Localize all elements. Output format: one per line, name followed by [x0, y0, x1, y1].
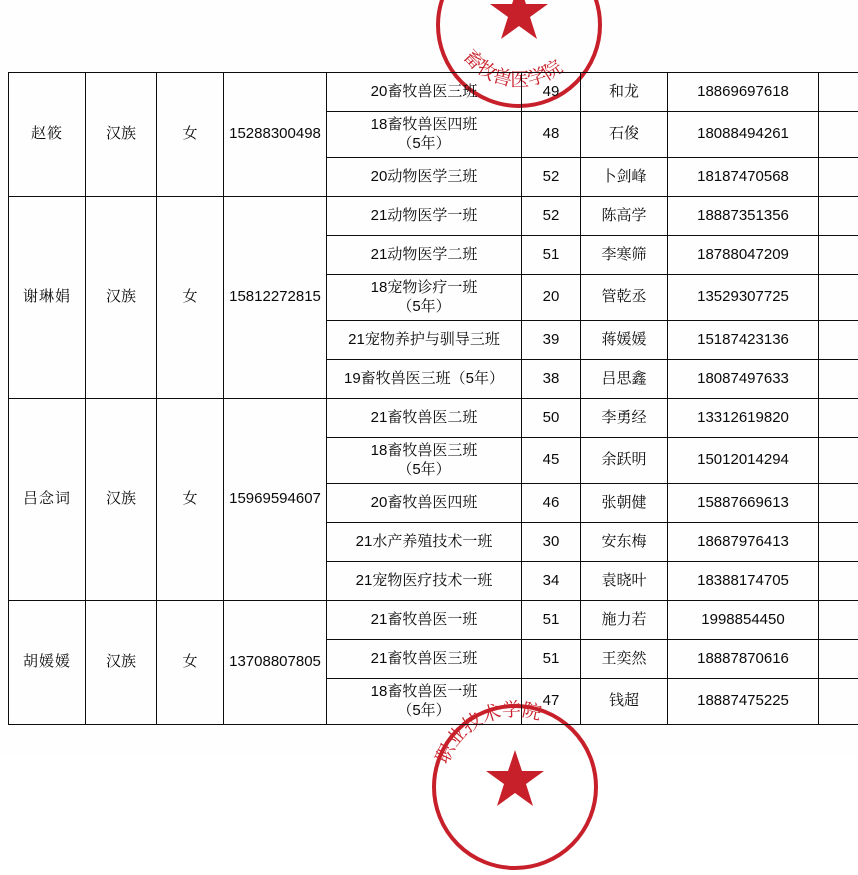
cell-leader: 管乾丞 — [581, 275, 668, 321]
cell-extra — [819, 399, 858, 438]
cell-leader: 安东梅 — [581, 523, 668, 562]
cell-extra — [819, 640, 858, 679]
cell-extra — [819, 112, 858, 158]
cell-leader: 余跃明 — [581, 438, 668, 484]
cell-name: 吕念词 — [9, 399, 86, 601]
cell-leader: 蒋媛媛 — [581, 321, 668, 360]
cell-extra — [819, 562, 858, 601]
cell-class — [327, 275, 522, 321]
cell-extra — [819, 236, 858, 275]
cell-count: 49 — [522, 73, 581, 112]
cell-class-main: 18畜牧兽医四班 — [371, 116, 478, 133]
svg-text:畜牧兽医学院: 畜牧兽医学院 — [459, 46, 567, 92]
cell-leader: 袁晓叶 — [581, 562, 668, 601]
cell-extra — [819, 484, 858, 523]
cell-leader: 陈高学 — [581, 197, 668, 236]
cell-count: 51 — [522, 236, 581, 275]
cell-class: 21水产养殖技术一班 — [327, 523, 522, 562]
cell-leader-phone: 15187423136 — [668, 321, 819, 360]
cell-ethnicity: 汉族 — [86, 73, 157, 197]
cell-class-main: 18宠物诊疗一班 — [371, 279, 478, 296]
cell-class-main: 18畜牧兽医三班 — [371, 442, 478, 459]
cell-leader: 卜剑峰 — [581, 158, 668, 197]
cell-leader: 吕思鑫 — [581, 360, 668, 399]
cell-class: 21畜牧兽医一班 — [327, 601, 522, 640]
cell-class-sub: （5年） — [328, 461, 520, 480]
cell-leader: 王奕然 — [581, 640, 668, 679]
cell-count: 47 — [522, 679, 581, 725]
cell-leader: 施力若 — [581, 601, 668, 640]
cell-count: 51 — [522, 601, 581, 640]
cell-leader: 李寒筛 — [581, 236, 668, 275]
cell-name: 谢琳娟 — [9, 197, 86, 399]
cell-class: 21动物医学一班 — [327, 197, 522, 236]
cell-extra — [819, 275, 858, 321]
cell-leader: 李勇经 — [581, 399, 668, 438]
table-row — [9, 601, 858, 640]
cell-class — [327, 112, 522, 158]
cell-count: 52 — [522, 158, 581, 197]
cell-sex: 女 — [157, 197, 224, 399]
cell-extra — [819, 523, 858, 562]
cell-leader-phone: 18887870616 — [668, 640, 819, 679]
cell-class-sub: （5年） — [328, 298, 520, 317]
cell-leader-phone: 15887669613 — [668, 484, 819, 523]
cell-extra — [819, 73, 858, 112]
cell-leader-phone: 18869697618 — [668, 73, 819, 112]
cell-leader-phone: 13529307725 — [668, 275, 819, 321]
cell-count: 20 — [522, 275, 581, 321]
cell-leader-phone: 18687976413 — [668, 523, 819, 562]
cell-count: 45 — [522, 438, 581, 484]
cell-class: 21动物医学二班 — [327, 236, 522, 275]
cell-count: 38 — [522, 360, 581, 399]
cell-class: 20畜牧兽医三班 — [327, 73, 522, 112]
cell-sex: 女 — [157, 73, 224, 197]
cell-phone: 15969594607 — [224, 399, 327, 601]
cell-ethnicity: 汉族 — [86, 399, 157, 601]
cell-class: 19畜牧兽医三班（5年） — [327, 360, 522, 399]
cell-extra — [819, 679, 858, 725]
cell-leader-phone: 1998854450 — [668, 601, 819, 640]
table-row — [9, 197, 858, 236]
cell-class: 21畜牧兽医三班 — [327, 640, 522, 679]
cell-count: 46 — [522, 484, 581, 523]
cell-sex: 女 — [157, 399, 224, 601]
cell-class-sub: （5年） — [328, 702, 520, 721]
cell-extra — [819, 601, 858, 640]
table-row — [9, 73, 858, 112]
cell-class-main: 18畜牧兽医一班 — [371, 683, 478, 700]
cell-leader-phone: 18788047209 — [668, 236, 819, 275]
cell-sex: 女 — [157, 601, 224, 725]
cell-count: 52 — [522, 197, 581, 236]
cell-count: 48 — [522, 112, 581, 158]
cell-leader: 石俊 — [581, 112, 668, 158]
cell-leader-phone: 18088494261 — [668, 112, 819, 158]
cell-extra — [819, 321, 858, 360]
cell-leader-phone: 18388174705 — [668, 562, 819, 601]
cell-class: 21宠物医疗技术一班 — [327, 562, 522, 601]
official-seal-bottom-icon — [428, 700, 603, 875]
cell-leader-phone: 18187470568 — [668, 158, 819, 197]
cell-name: 胡媛媛 — [9, 601, 86, 725]
cell-leader-phone: 15012014294 — [668, 438, 819, 484]
svg-text:职业技术学院: 职业技术学院 — [432, 700, 544, 767]
cell-count: 39 — [522, 321, 581, 360]
cell-extra — [819, 360, 858, 399]
cell-count: 51 — [522, 640, 581, 679]
cell-ethnicity: 汉族 — [86, 601, 157, 725]
cell-class: 21畜牧兽医二班 — [327, 399, 522, 438]
cell-leader: 钱超 — [581, 679, 668, 725]
cell-name: 赵筱 — [9, 73, 86, 197]
cell-extra — [819, 438, 858, 484]
cell-extra — [819, 197, 858, 236]
cell-phone: 13708807805 — [224, 601, 327, 725]
cell-count: 50 — [522, 399, 581, 438]
cell-ethnicity: 汉族 — [86, 197, 157, 399]
cell-class: 21宠物养护与驯导三班 — [327, 321, 522, 360]
cell-leader-phone: 13312619820 — [668, 399, 819, 438]
cell-leader: 张朝健 — [581, 484, 668, 523]
cell-leader-phone: 18087497633 — [668, 360, 819, 399]
cell-count: 34 — [522, 562, 581, 601]
cell-leader-phone: 18887475225 — [668, 679, 819, 725]
cell-class — [327, 438, 522, 484]
cell-class: 20畜牧兽医四班 — [327, 484, 522, 523]
cell-class: 20动物医学三班 — [327, 158, 522, 197]
cell-phone: 15288300498 — [224, 73, 327, 197]
cell-phone: 15812272815 — [224, 197, 327, 399]
cell-count: 30 — [522, 523, 581, 562]
cell-extra — [819, 158, 858, 197]
cell-class-sub: （5年） — [328, 135, 520, 154]
cell-leader-phone: 18887351356 — [668, 197, 819, 236]
class-assignment-table — [8, 72, 858, 725]
cell-leader: 和龙 — [581, 73, 668, 112]
cell-class — [327, 679, 522, 725]
table-row — [9, 399, 858, 438]
